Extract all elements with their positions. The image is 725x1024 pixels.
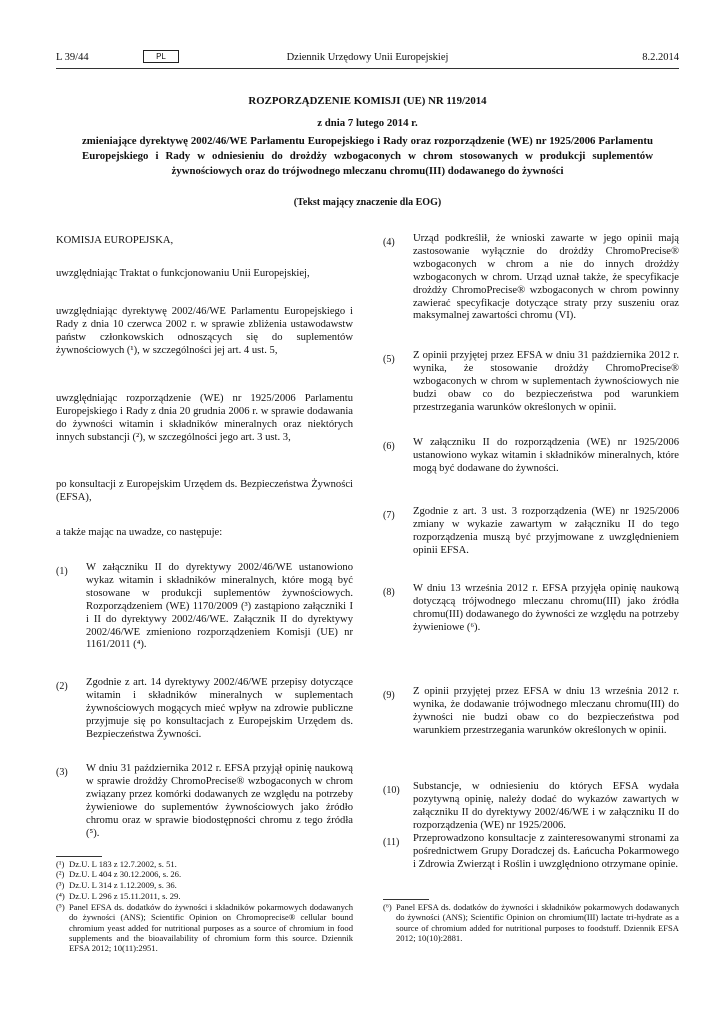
recital-number: (11) <box>383 837 400 848</box>
preamble-5: po konsultacji z Europejskim Urzędem ds. Bezpieczeństwa Żywności (EFSA), <box>56 479 353 503</box>
recital-text: Z opinii przyjętej przez EFSA w dniu 13 września 2012 r. wynika, że dodawanie trójwodnego mleczanu chromu(III) do żywności nie budzi obaw co do bezpieczeństwa pod warunkiem przestrzegania warunków określonych w opinii. <box>413 686 679 736</box>
recital-text: W załączniku II do rozporządzenia (WE) nr 1925/2006 ustanowiono wykaz witamin i składników mineralnych, które mogą być dodawane do żywności. <box>413 437 679 474</box>
recital-text: Urząd podkreślił, że wnioski zawarte w jego opinii mają zastosowanie wyłącznie do drożdży ChromoPrecise® wzbogaconych w chrom a nie do innych drożdży wzbogaconych w chrom. Urząd uznał także, że specyfikacje drożdży ChromoPrecise® wzbogaconych w chrom powinny zawierać specyfikacje dotyczące straty przy suszeniu oraz maksymalnej zawartości chromu (VI). <box>413 233 679 322</box>
recital-number: (9) <box>383 690 395 701</box>
recital-number: (8) <box>383 587 395 598</box>
footnote: (⁵) Panel EFSA ds. dodatków do żywności i składników pokarmowych dodawanych do żywności (ANS); Scientific Opinion on Chromoprecise® cellular bound chromium yeast added for nutritional purposes as a source of chromium in food supplements and the bioavailability of chromium form this source. Dziennik EFSA 2012; 10(11):2951. <box>56 902 353 954</box>
footnote-rule <box>56 856 102 857</box>
preamble-6: a także mając na uwadze, co następuje: <box>56 527 223 538</box>
footnote: (⁴) Dz.U. L 296 z 15.11.2011, s. 29. <box>56 891 181 901</box>
preamble-3: uwzględniając dyrektywę 2002/46/WE Parlamentu Europejskiego i Rady z dnia 10 czerwca 2002 r. w sprawie zbliżenia ustawodawstw państw członkowskich odnoszących się do suplementów żywnościowych (¹), w szczególności jej art. 4 ust. 5, <box>56 306 353 356</box>
recital-number: (7) <box>383 510 395 521</box>
recital-number: (3) <box>56 767 68 778</box>
footnote: (¹) Dz.U. L 183 z 12.7.2002, s. 51. <box>56 859 177 869</box>
regulation-title: ROZPORZĄDZENIE KOMISJI (UE) NR 119/2014 <box>248 95 487 107</box>
footnote: (³) Dz.U. L 314 z 1.12.2009, s. 36. <box>56 880 177 890</box>
recital-number: (4) <box>383 237 395 248</box>
header-rule <box>56 68 679 69</box>
regulation-subject: zmieniające dyrektywę 2002/46/WE Parlamentu Europejskiego i Rady oraz rozporządzenie (WE) nr 1925/2006 Parlamentu Europejskiego i Rady w odniesieniu do drożdży wzbogaconych w chrom stosowanych w produkcji suplementów żywnościowych oraz do trójwodnego mleczanu chromu(III) dodawanego do żywności <box>82 135 653 178</box>
page-reference: L 39/44 <box>56 52 89 63</box>
recital-number: (1) <box>56 566 68 577</box>
recital-text: Zgodnie z art. 14 dyrektywy 2002/46/WE przepisy dotyczące witamin i składników mineralnych w suplementach żywnościowych mogących mieć wpływ na zdrowie publiczne przyjmuje się po konsultacjach z Europejskim Urzędem ds. Bezpieczeństwa Żywności. <box>86 677 353 740</box>
recital-number: (6) <box>383 441 395 452</box>
preamble-4: uwzględniając rozporządzenie (WE) nr 1925/2006 Parlamentu Europejskiego i Rady z dnia 20 grudnia 2006 r. w sprawie dodawania do żywności witamin i składników mineralnych oraz niektórych innych substancji (²), w szczególności jego art. 3 ust. 3, <box>56 393 353 443</box>
recital-number: (5) <box>383 354 395 365</box>
recital-text: Z opinii przyjętej przez EFSA w dniu 31 października 2012 r. wynika, że stosowanie drożdży ChromoPrecise® wzbogaconych w chrom w suplementach żywnościowych nie budzi obaw co do bezpieczeństwa pod warunkiem przestrzegania warunków określonych w opinii. <box>413 350 679 413</box>
publication-date: 8.2.2014 <box>642 52 679 63</box>
regulation-date: z dnia 7 lutego 2014 r. <box>317 117 418 129</box>
footnote: (⁶) Panel EFSA ds. dodatków do żywności i składników pokarmowych dodawanych do żywności (ANS); Scientific Opinion on chromium(III) lactate tri-hydrate as a source of chromium added for nutritional purposes to foodstuff. Dziennik EFSA 2012; 10(10):2881. <box>383 902 679 943</box>
recital-text: Zgodnie z art. 3 ust. 3 rozporządzenia (WE) nr 1925/2006 zmiany w wykazie zawartym w załączniku II do tego rozporządzenia muszą być przyjmowane z uwzględnieniem opinii EFSA. <box>413 506 679 556</box>
footnote-rule <box>383 899 429 900</box>
recital-text: Substancje, w odniesieniu do których EFSA wydała pozytywną opinię, należy dodać do wykazów zawartych w załączniku II do dyrektywy 2002/46/WE i w załączniku II do rozporządzenia (WE) nr 1925/2006. <box>413 781 679 831</box>
preamble-2: uwzględniając Traktat o funkcjonowaniu Unii Europejskiej, <box>56 268 310 279</box>
recital-text: W dniu 31 października 2012 r. EFSA przyjął opinię naukową w sprawie drożdży ChromoPrecise® wzbogaconych w chrom związany przez komórki dodawanych ze względu na potrzeby żywieniowe do suplementów żywnościowych jako źródło chromu oraz w sprawie biodostępności chromu z tego źródła (⁵). <box>86 763 353 839</box>
recital-number: (2) <box>56 681 68 692</box>
language-badge: PL <box>143 50 179 63</box>
preamble-1: KOMISJA EUROPEJSKA, <box>56 235 174 246</box>
footnote: (²) Dz.U. L 404 z 30.12.2006, s. 26. <box>56 869 182 879</box>
journal-title: Dziennik Urzędowy Unii Europejskiej <box>286 52 449 63</box>
eea-relevance: (Tekst mający znaczenie dla EOG) <box>293 197 442 208</box>
recital-text: W załączniku II do dyrektywy 2002/46/WE ustanowiono wykaz witamin i składników mineralnych, które mogą być stosowane w produkcji suplementów żywnościowych. Rozporządzeniem (WE) 1170/2009 (³) zastąpiono załączniki I i II do dyrektywy 2002/46/WE. Załącznik II do dyrektywy 2002/46/WE zmieniono rozporządzeniem Komisji (UE) nr 1161/2011 (⁴). <box>86 562 353 651</box>
recital-text: W dniu 13 września 2012 r. EFSA przyjęła opinię naukową dotyczącą trójwodnego mleczanu chromu(III) jako źródła chromu(III) dodawanego do żywności ze względu na potrzeby żywieniowe (⁶). <box>413 583 679 633</box>
recital-number: (10) <box>383 785 400 796</box>
recital-text: Przeprowadzono konsultacje z zainteresowanymi stronami za pośrednictwem Grupy Doradczej ds. Łańcucha Pokarmowego i Zdrowia Zwierząt i Roślin i uwzględniono otrzymane opinie. <box>413 833 679 870</box>
